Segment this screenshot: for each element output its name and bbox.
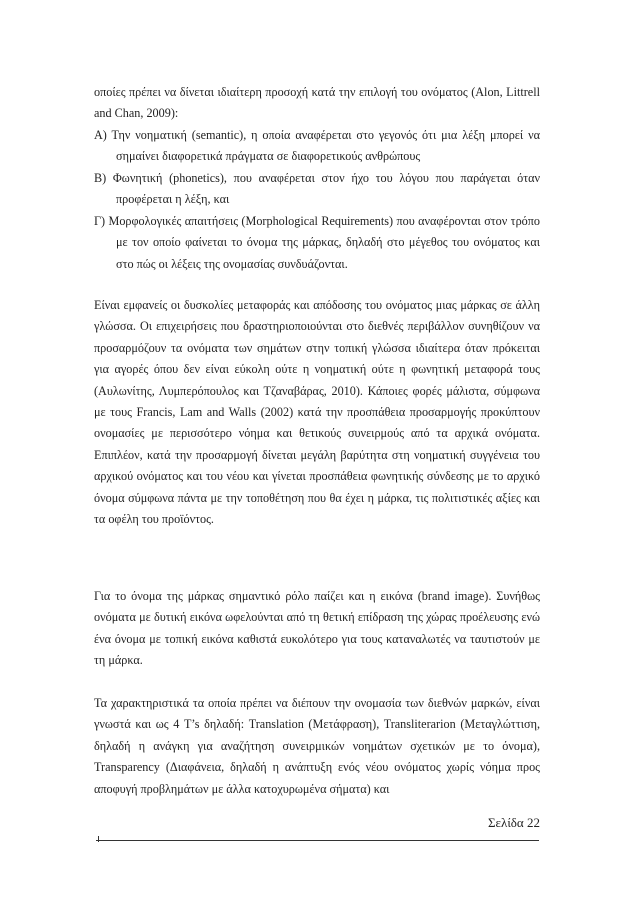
intro-text: οποίες πρέπει να δίνεται ιδιαίτερη προσοχή κατά την επιλογή του ονόματος (Alon, Littrell and Chan, 2009): — [94, 85, 540, 121]
paragraph-text: Για το όνομα της μάρκας σημαντικό ρόλο παίζει και η εικόνα (brand image). Συνήθως ονόματα με δυτική εικόνα ωφελούνται από τη θετική επίδραση της χώρας προέλευσης ενώ ένα όνομα με τοπική εικόνα καθιστά ευκολότερο για τους καταναλωτές να ταυτιστούν με τη μάρκα. — [94, 589, 540, 668]
list-item-b: Β) Φωνητική (phonetics), που αναφέρεται στον ήχο του λόγου που παράγεται όταν προφέρεται η λέξη, και — [94, 171, 540, 207]
footer-rule — [96, 840, 539, 841]
requirements-list — [94, 125, 540, 168]
page-number: Σελίδα 22 — [487, 815, 540, 830]
requirements-list-c — [94, 211, 540, 275]
paragraph-1 — [94, 295, 540, 530]
list-item-a: Α) Την νοηματική (semantic), η οποία αναφέρεται στο γεγονός ότι μια λέξη μπορεί να σημαίνει διαφορετικά πράγματα σε διαφορετικούς ανθρώπους — [94, 128, 540, 164]
paragraph-text: Τα χαρακτηριστικά τα οποία πρέπει να διέπουν την ονομασία των διεθνών μαρκών, είναι γνωστά και ως 4 T’s δηλαδή: Translation (Μετάφραση), Transliterarion (Μεταγλώττιση, δηλαδή η ανάγκη για αναζήτηση συνειρμικών νοημάτων σχετικών με το όνομα), Transparency (Διαφάνεια, δηλαδή η ανάπτυξη ενός νέου ονόματος χωρίς νόημα προς αποφυγή προβλημάτων με άλλα κατοχυρωμένα σήματα) και — [94, 696, 540, 796]
paragraph-text: Είναι εμφανείς οι δυσκολίες μεταφοράς και απόδοσης του ονόματος μιας μάρκας σε άλλη γλώσσα. Οι επιχειρήσεις που δραστηριοποιούνται στο διεθνές περιβάλλον συνηθίζουν να προσαρμόζουν τα ονόματα των σημάτων στην τοπική γλώσσα ιδιαίτερα όταν πρόκειται για αγορές όπου δεν είναι εύκολη ούτε η νοηματική ούτε η φωνητική μεταφορά τους (Αυλωνίτης, Λυμπερόπουλος και Τζαναβάρας, 2010). Κάποιες φορές μάλιστα, σύμφωνα με τους Francis, Lam and Walls (2002) κατά την προσπάθεια προσαρμογής προκύπτουν ονομασίες με περισσότερο νόημα και θετικούς συνειρμούς από τα αρχικά ονόματα. Επιπλέον, κατά την προσαρμογή δίνεται μεγάλη βαρύτητα στη νοηματική συγγένεια του αρχικού ονόματος και του νέου και γίνεται προσπάθεια φωνητικής σύνδεσης με το αρχικό όνομα σύμφωνα πάντα με την τοποθέτηση που θα έχει η μάρκα, τις πολιτιστικές αξίες και τα οφέλη του προϊόντος. — [94, 298, 540, 527]
paragraph-2 — [94, 586, 540, 672]
list-item-c: Γ) Μορφολογικές απαιτήσεις (Morphological Requirements) που αναφέρονται στον τρόπο με τον οποίο φαίνεται το όνομα της μάρκας, δηλαδή στο μέγεθος του ονόματος και στο πώς οι λέξεις της ονομασίας συνδυάζονται. — [94, 214, 540, 271]
paragraph-3 — [94, 693, 540, 800]
footer-tick — [98, 836, 99, 842]
requirements-list-b — [94, 168, 540, 211]
intro-paragraph — [94, 82, 540, 125]
